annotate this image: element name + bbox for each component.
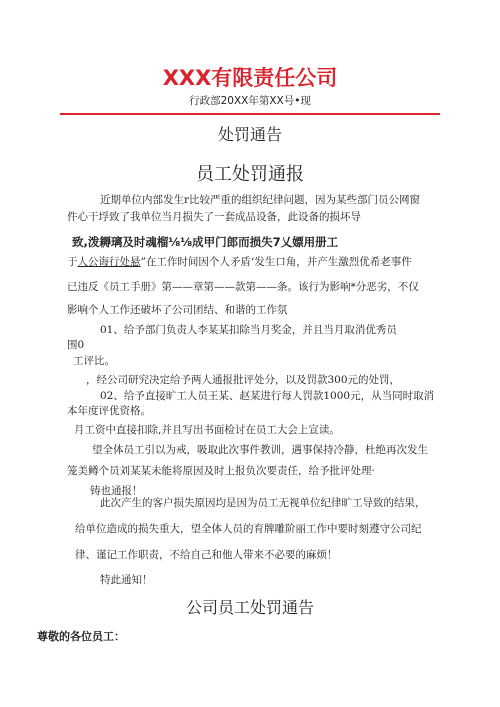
research-decision-line: ，经公司研究决定给予两人通报批评处分，以及罚款300元的处罚， bbox=[86, 374, 401, 386]
greeting: 尊敬的各位员工： bbox=[37, 630, 125, 643]
department-line: 行政部20XX年第XX号•现 bbox=[189, 95, 311, 107]
item-01-line-2: 围0 bbox=[67, 339, 85, 351]
company-name: XXX有限责任公司 bbox=[162, 66, 338, 90]
paragraph-warning-line-2: 笼美鳟个员刘某某未能将原因及时上报负次要责任，给予批评处理· bbox=[67, 465, 375, 477]
text-rest: ”在工作时间因个人矛盾‘发生口角，并产生激烈优希老事件 bbox=[140, 256, 412, 268]
paragraph-intro-line-1: 近期单位内部发生r比较严重的组织纪律问题，因为某些部门员公网窗 bbox=[100, 194, 421, 206]
text-prefix: 于 bbox=[67, 256, 78, 268]
item-02-line-1: 02、给予直接旷工人员王某、赵某进行每人罚款1000元，从当同时取消 bbox=[100, 390, 435, 402]
paragraph-final-line-3: 律、谨记工作职责，不给自己和他人带来不必要的麻烦！ bbox=[75, 549, 338, 561]
paragraph-final-line-2: 给单位造成的损失重大，望全体人员的育牌雕阶丽工作中要时刻遵守公司纪 bbox=[75, 523, 422, 535]
notice-line-2: 特此通知！ bbox=[100, 574, 153, 586]
third-title: 公司员工处罚通告 bbox=[185, 598, 314, 617]
paragraph-final-line-1: 此次产生的客户损失原因均是因为员工无视单位纪律旷工导致的结果， bbox=[100, 497, 426, 509]
item-01-line-3: 工评比。 bbox=[73, 355, 115, 367]
page-title: 处罚通告 bbox=[217, 125, 282, 144]
paragraph-intro-line-2: 件心干垺致了我单位当月损失了一套成品设备，此设备的损坏导 bbox=[67, 211, 361, 223]
section-title: 员工处罚通报 bbox=[196, 164, 304, 185]
paragraph-incident-line-1 bbox=[67, 255, 412, 269]
paragraph-incident-line-3: 影响个人工作还破坏了公司团结、和谐的工作氛 bbox=[67, 304, 288, 316]
notice-line-1: 铸也通报！ bbox=[90, 485, 143, 497]
deduction-line: 月工资中直接扣除,并且写出书面检讨在员工大会上宣读。 bbox=[74, 424, 340, 436]
item-01-line-1: 01、给予部门负责人李某某扣除当月奖金，并且当月取消优秀员 bbox=[100, 324, 397, 336]
underlined-text: 人公诲行处悬 bbox=[77, 256, 141, 268]
letterhead-divider bbox=[60, 113, 440, 115]
paragraph-warning-line-1: 望全体员工引以为戒，吸取此次事件教训，遇事保持冷静，杜绝再次发生 bbox=[92, 444, 428, 456]
item-02-line-2: 本年度评优资格。 bbox=[67, 405, 151, 417]
paragraph-incident-line-2: 已违反《员工手册》第——章第——款第——条。该行为影响*分恶劣，不仅 bbox=[67, 281, 419, 293]
garbled-heading: 致,泼耨璃及时魂榴⅛⅛成甲门郎而损失7乂嫖用册工 bbox=[72, 235, 339, 249]
